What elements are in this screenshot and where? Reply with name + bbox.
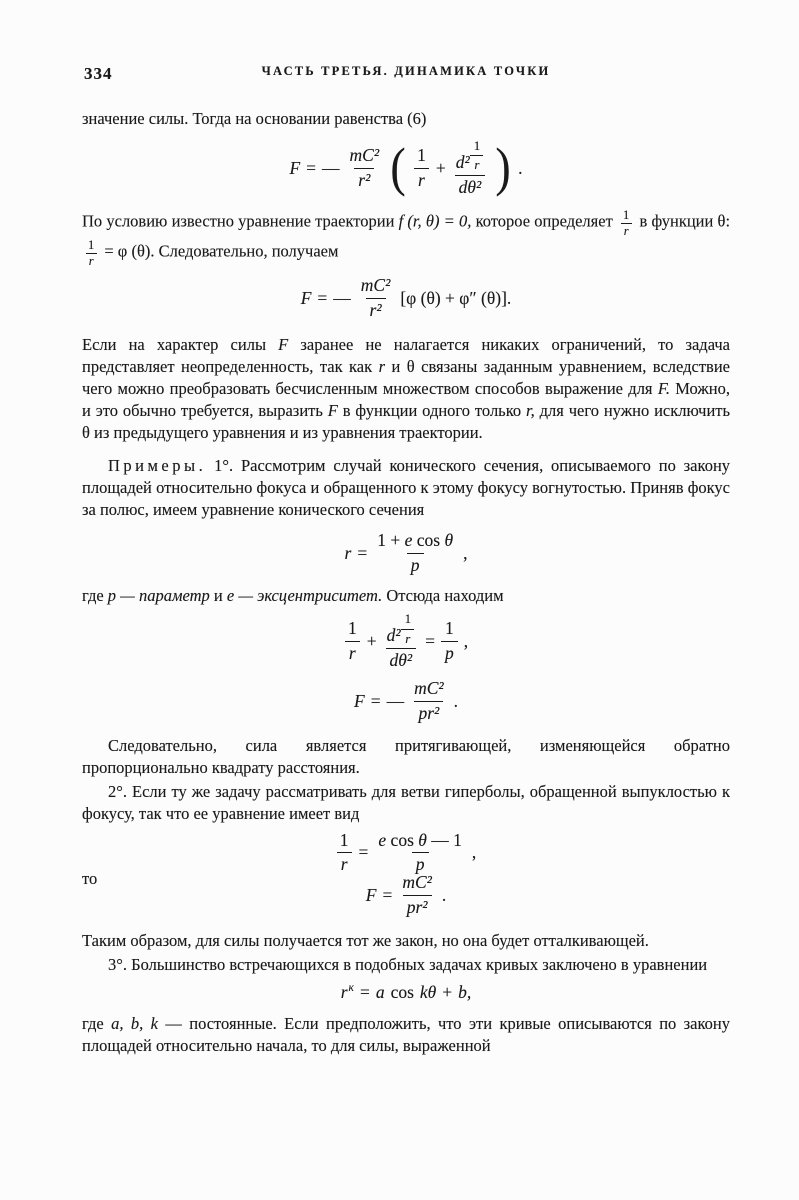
text-run: где — [82, 1014, 104, 1033]
paragraph-6: Следовательно, сила является притягивающей, изменяющейся обратно пропорционально квадрату расстояния. — [82, 735, 730, 777]
paragraph-1: значение силы. Тогда на основании равенства (6) — [82, 109, 427, 128]
fraction-numerator: 1 — [417, 144, 426, 165]
fraction-denominator: r — [345, 641, 360, 665]
fraction-denominator: r — [621, 223, 632, 238]
fraction — [374, 830, 465, 877]
formula-3 — [82, 530, 730, 577]
math-var: θ — [444, 529, 454, 550]
text-run: где — [82, 586, 104, 606]
math-superscript: к — [348, 982, 354, 995]
fraction — [413, 145, 430, 192]
paragraph-3 — [82, 334, 730, 444]
math-inline: = φ (θ). — [104, 241, 155, 261]
equals-sign: = — [357, 542, 368, 563]
equals-sign: = — [317, 287, 328, 308]
plus-sign: + — [442, 982, 453, 1002]
math-inline: a, b, k — [111, 1014, 158, 1033]
formula-7 — [82, 872, 730, 919]
fraction-denominator: r — [470, 155, 483, 173]
formula-5 — [82, 678, 730, 725]
math-var: d² — [386, 625, 401, 645]
math-var: r, — [526, 400, 535, 420]
formula-2 — [82, 275, 730, 322]
big-paren-left: ( — [390, 137, 406, 198]
fraction-nested — [383, 611, 420, 671]
fraction-denominator: dθ² — [386, 648, 417, 672]
math-number: 1 + — [377, 529, 401, 550]
fraction-numerator — [452, 138, 489, 175]
text-run: Если на характер силы — [82, 334, 267, 354]
minus-sign: — — [386, 690, 405, 711]
math-inline: f (r, θ) = 0, — [398, 212, 472, 232]
paragraph-7 — [82, 781, 730, 825]
paragraph-9: Таким образом, для силы получается тот же закон, но она будет отталкивающей. — [82, 931, 649, 950]
fraction-numerator: 1 — [623, 208, 630, 223]
minus-sign: — — [322, 157, 340, 178]
example-number: 3°. — [108, 955, 127, 974]
math-var: F — [365, 885, 377, 906]
math-var: F. — [657, 378, 670, 398]
fraction-inline — [620, 208, 632, 238]
running-header — [82, 64, 730, 84]
text-run: Если ту же задачу рассматривать для ветви гиперболы, обращенной выпуклостью к фокусу, так что ее уравнение имеет вид — [82, 781, 730, 823]
fraction-denominator: r² — [366, 298, 386, 322]
page-number: 334 — [84, 64, 113, 83]
fraction-denominator: r — [401, 629, 414, 647]
plus-sign: + — [435, 157, 446, 178]
fraction-denominator: dθ² — [455, 175, 486, 199]
text-run: которое определяет — [475, 212, 613, 232]
text-column — [82, 0, 730, 1057]
formula-8 — [82, 982, 730, 1003]
fraction — [344, 618, 361, 665]
big-paren-right: ) — [495, 137, 511, 198]
period: . — [441, 885, 447, 906]
math-var: F — [278, 334, 289, 354]
fraction-denominator: r — [86, 253, 97, 268]
fraction-nested — [452, 138, 489, 198]
text-run: в функции одного только — [342, 400, 522, 420]
paragraph-4 — [82, 455, 730, 521]
fraction-denominator: pr² — [414, 701, 443, 725]
fraction-numerator: 1 — [444, 618, 454, 639]
fraction-numerator: 1 — [473, 138, 481, 153]
equals-sign: = — [359, 982, 370, 1002]
minus-sign: — — [333, 287, 351, 308]
math-inline: e — эксцентриситет. — [226, 586, 383, 606]
example-number: 2°. — [108, 781, 127, 801]
text-run: — постоянные. Если предположить, что эти кривые описываются по закону площадей относительно начала, то для силы, выраженной — [82, 1014, 731, 1055]
paragraph-5 — [82, 585, 730, 607]
fraction-numerator: 1 — [347, 618, 357, 639]
fraction-numerator — [374, 830, 465, 853]
fraction-numerator: mC² — [360, 274, 391, 295]
fraction-denominator: pr² — [403, 895, 432, 919]
math-number: — 1 — [431, 829, 462, 850]
fraction-numerator — [383, 611, 420, 648]
paragraph-2 — [82, 208, 730, 268]
example-number: 1°. — [214, 455, 234, 475]
comma: , — [471, 842, 477, 863]
math-expression: [φ (θ) + φ″ (θ)]. — [400, 287, 512, 308]
fraction — [410, 678, 448, 725]
fraction-denominator: p — [412, 852, 429, 876]
text-run: Рассмотрим случай конического сечения, описываемого по закону площадей относительно фокуса и обращенного к этому фокусу вогнутостью. Приняв фокус за полюс, имеем уравнение конического сечения — [82, 455, 731, 519]
fraction — [336, 830, 353, 877]
math-var: r — [344, 542, 352, 563]
math-function: cos — [390, 982, 414, 1002]
fraction-inline — [85, 238, 97, 268]
text-run: для чего нужно исключить θ из предыдущего уравнения и из уравнения траектории. — [82, 400, 731, 442]
math-inline: p — параметр — [107, 586, 210, 606]
fraction — [346, 145, 384, 192]
text-run: и — [213, 586, 223, 606]
fraction-numerator: mC² — [414, 677, 444, 698]
fraction — [441, 618, 458, 665]
math-var: F — [327, 400, 338, 420]
text-run: и θ связаны заданным уравнением, вследствие чего можно преобразовать бесчисленным множеством способов выражение для — [82, 356, 730, 398]
text-run: Можно, и это обычно требуется, выразить — [82, 378, 731, 420]
equals-sign: = — [370, 690, 381, 711]
plus-sign: + — [366, 631, 377, 652]
math-var: e — [404, 529, 413, 550]
math-var: r — [378, 356, 386, 376]
comma: , — [463, 542, 468, 563]
text-run: заранее не налагается никаких ограничений, то задача представляет неопределенность, так как — [82, 334, 730, 376]
examples-heading: Примеры. — [108, 455, 207, 475]
math-function: cos — [390, 829, 414, 850]
equals-sign: = — [382, 885, 393, 906]
fraction-numerator: 1 — [404, 611, 412, 627]
equals-sign: = — [425, 631, 435, 652]
math-var: F — [353, 690, 365, 711]
text-run: По условию известно уравнение траектории — [82, 212, 395, 232]
math-var: r — [340, 982, 348, 1002]
math-var: b, — [458, 982, 472, 1002]
paragraph-8: то — [82, 869, 98, 889]
math-var: θ — [418, 829, 427, 850]
fraction — [401, 611, 416, 647]
fraction — [373, 530, 457, 577]
formula-1 — [82, 138, 730, 198]
math-var: F — [289, 157, 301, 178]
paragraph-11 — [82, 1013, 730, 1057]
fraction-denominator: r — [414, 168, 429, 192]
equals-sign: = — [306, 157, 317, 178]
fraction — [357, 275, 395, 322]
math-function: cos — [416, 529, 441, 550]
text-run: Отсюда находим — [386, 586, 504, 606]
text-run: Следовательно, получаем — [158, 241, 339, 261]
equals-sign: = — [358, 842, 369, 863]
fraction-denominator: r² — [354, 168, 374, 192]
fraction-numerator: mC² — [402, 872, 432, 893]
math-var: d² — [455, 151, 470, 172]
comma: , — [463, 631, 469, 652]
fraction-denominator: p — [407, 553, 424, 577]
period: . — [453, 690, 458, 711]
paragraph-10 — [82, 954, 730, 976]
fraction — [398, 872, 436, 919]
math-var: a — [375, 982, 385, 1002]
math-var: kθ — [419, 982, 437, 1002]
period: . — [518, 157, 523, 178]
fraction-numerator — [373, 530, 457, 553]
fraction-denominator: p — [441, 641, 458, 665]
math-var: e — [378, 829, 387, 850]
text-run: Большинство встречающихся в подобных задачах кривых заключено в уравнении — [131, 955, 708, 974]
formula-4 — [82, 611, 730, 671]
fraction-numerator: mC² — [349, 144, 380, 165]
fraction-numerator: 1 — [88, 238, 95, 253]
text-run: в функции θ: — [639, 212, 731, 232]
fraction — [470, 138, 485, 174]
fraction-numerator: 1 — [339, 829, 349, 850]
fraction-denominator: r — [337, 852, 352, 876]
math-term — [341, 982, 354, 1003]
running-header-title: ЧАСТЬ ТРЕТЬЯ. ДИНАМИКА ТОЧКИ — [261, 64, 551, 78]
math-var: F — [300, 287, 312, 308]
